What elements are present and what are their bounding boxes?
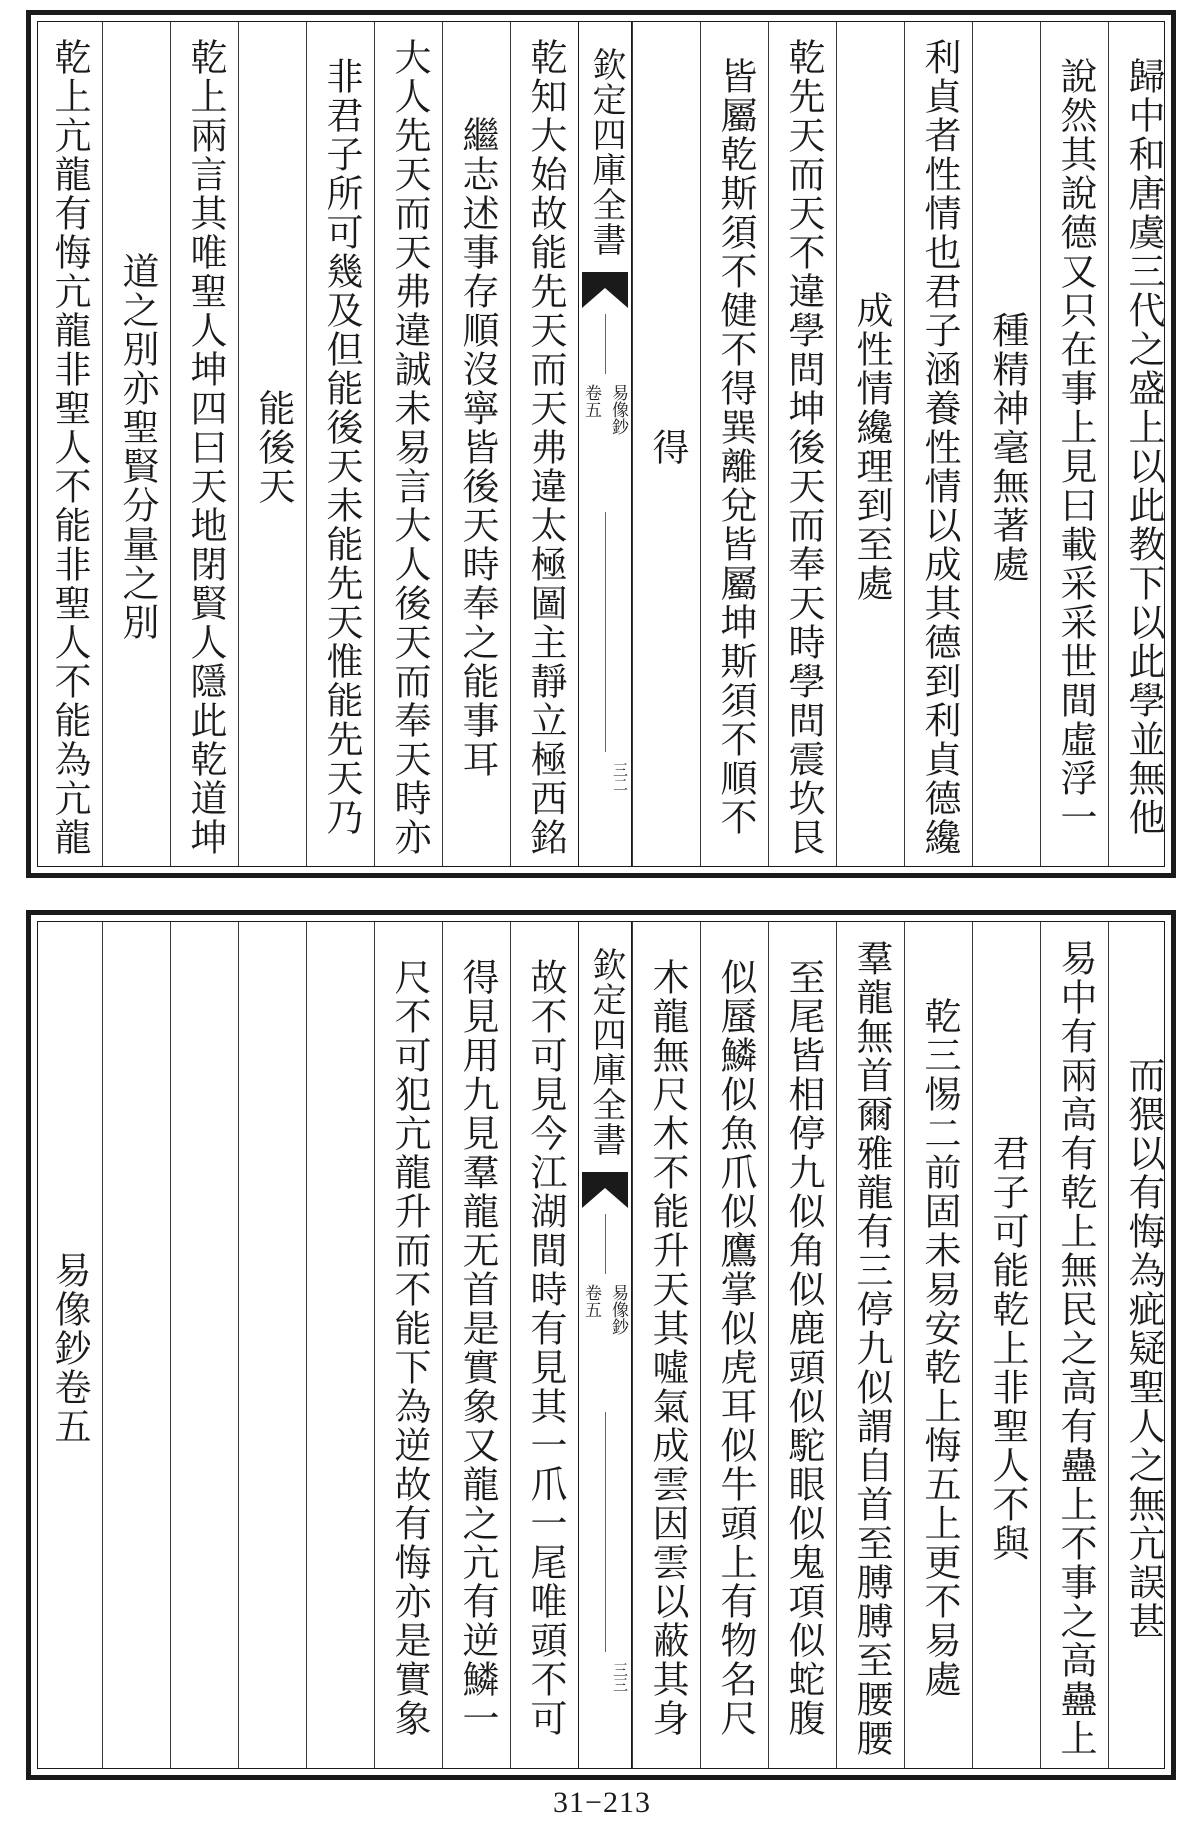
column-text: 非君子所可幾及但能後天未能先天惟能先天乃 <box>320 57 363 837</box>
column-text: 至尾皆相停九似角似鹿頭似駝眼似鬼項似蛇腹 <box>782 958 825 1738</box>
gutter-book: 易像鈔 <box>608 1284 628 1335</box>
gutter-title: 欽定四庫全書 <box>586 47 626 257</box>
text-column <box>38 922 102 1768</box>
gutter-book-volume <box>579 1284 631 1404</box>
column-text: 種精神毫無著處 <box>986 310 1029 584</box>
gutter-rule <box>605 512 606 752</box>
text-column <box>768 22 836 866</box>
gutter-leaf-number: 三三 <box>611 1662 629 1692</box>
column-text: 乾上亢龍有悔亢龍非聖人不能非聖人不能為亢龍 <box>48 37 91 857</box>
fishtail-mark-icon <box>582 272 628 308</box>
gutter-volume: 卷五 <box>581 1284 601 1318</box>
text-column <box>836 922 904 1768</box>
text-column <box>1040 22 1108 866</box>
column-text: 歸中和唐虞三代之盛上以此教下以此學並無他 <box>1122 57 1165 837</box>
column-text: 得 <box>646 427 689 467</box>
text-column <box>374 922 442 1768</box>
gutter-volume: 卷五 <box>581 384 601 418</box>
column-text: 大人先天而天弗違誠未易言大人後天而奉天時亦 <box>388 37 431 857</box>
text-column <box>700 22 768 866</box>
text-column <box>102 922 170 1768</box>
column-text: 成性情纔理到至處 <box>850 291 893 603</box>
text-column <box>632 22 700 866</box>
text-column <box>306 922 374 1768</box>
text-column <box>1108 22 1176 866</box>
gutter-book-volume <box>579 384 631 504</box>
gutter-rule <box>605 1214 606 1274</box>
text-column <box>972 22 1040 866</box>
center-gutter <box>578 22 632 866</box>
column-text <box>171 932 238 1764</box>
column-text: 易中有兩高有乾上無民之高有蠱上不事之高蠱上 <box>1054 938 1097 1758</box>
column-text: 尺不可犯亢龍升而不能下為逆故有悔亦是實象 <box>388 958 431 1738</box>
text-column <box>102 22 170 866</box>
gutter-title: 欽定四庫全書 <box>586 947 626 1157</box>
column-text <box>239 932 306 1764</box>
column-text: 易像鈔卷五 <box>48 1250 91 1446</box>
text-column <box>170 922 238 1768</box>
text-column <box>442 922 510 1768</box>
fishtail-mark-icon <box>582 1172 628 1208</box>
text-column <box>238 922 306 1768</box>
column-text: 利貞者性情也君子涵養性情以成其德到利貞德纔 <box>918 37 961 857</box>
column-text: 道之別亦聖賢分量之別 <box>116 252 159 642</box>
column-text: 繼志述事存順沒寧皆後天時奉之能事耳 <box>456 115 499 779</box>
column-text <box>307 932 374 1764</box>
column-text: 皆屬乾斯須不健不得巽離兌皆屬坤斯須不順不 <box>714 57 757 837</box>
text-column <box>238 22 306 866</box>
column-text: 說然其說德又只在事上見曰載采采世間虛浮一 <box>1054 57 1097 837</box>
gutter-rule <box>605 1412 606 1652</box>
column-text: 而猥以有悔為疵疑聖人之無亢誤甚 <box>1122 1055 1165 1641</box>
text-column <box>1040 922 1108 1768</box>
gutter-rule <box>605 314 606 374</box>
text-column <box>442 22 510 866</box>
text-column <box>904 922 972 1768</box>
text-column <box>510 22 578 866</box>
bottom-page-inner-border <box>37 921 1165 1769</box>
column-text: 木龍無尺木不能升天其噓氣成雲因雲以蔽其身 <box>646 958 689 1738</box>
column-text <box>103 932 170 1764</box>
column-text: 君子可能乾上非聖人不與 <box>986 1133 1029 1563</box>
column-text: 乾先天而天不違學問坤後天而奉天時學問震坎艮 <box>782 37 825 857</box>
bottom-page <box>26 910 1176 1780</box>
column-text: 乾知大始故能先天而天弗違太極圖主靜立極西銘 <box>524 37 567 857</box>
column-text: 似蜃鱗似魚爪似鷹掌似虎耳似牛頭上有物名尺 <box>714 958 757 1738</box>
column-text: 得見用九見羣龍无首是實象又龍之亢有逆鱗一 <box>456 958 499 1738</box>
column-text: 能後天 <box>252 388 295 506</box>
column-text: 羣龍無首爾雅龍有三停九似謂自首至膊膊至腰腰 <box>850 938 893 1758</box>
text-column <box>700 922 768 1768</box>
text-column <box>1108 922 1176 1768</box>
column-text: 乾上兩言其唯聖人坤四曰天地閉賢人隱此乾道坤 <box>184 37 227 857</box>
text-column <box>170 22 238 866</box>
gutter-leaf-number: 三二 <box>611 762 629 792</box>
page-number: 31−213 <box>553 1786 651 1819</box>
gutter-book: 易像鈔 <box>608 384 628 435</box>
text-column <box>972 922 1040 1768</box>
top-page-inner-border <box>37 21 1165 867</box>
text-column <box>768 922 836 1768</box>
text-column <box>374 22 442 866</box>
center-gutter <box>578 922 632 1768</box>
top-page <box>26 10 1176 878</box>
text-column <box>306 22 374 866</box>
text-column <box>836 22 904 866</box>
text-column <box>510 922 578 1768</box>
text-column <box>38 22 102 866</box>
column-text: 乾三惕二前固未易安乾上悔五上更不易處 <box>918 997 961 1699</box>
text-column <box>904 22 972 866</box>
column-text: 故不可見今江湖間時有見其一爪一尾唯頭不可 <box>524 958 567 1738</box>
text-column <box>632 922 700 1768</box>
